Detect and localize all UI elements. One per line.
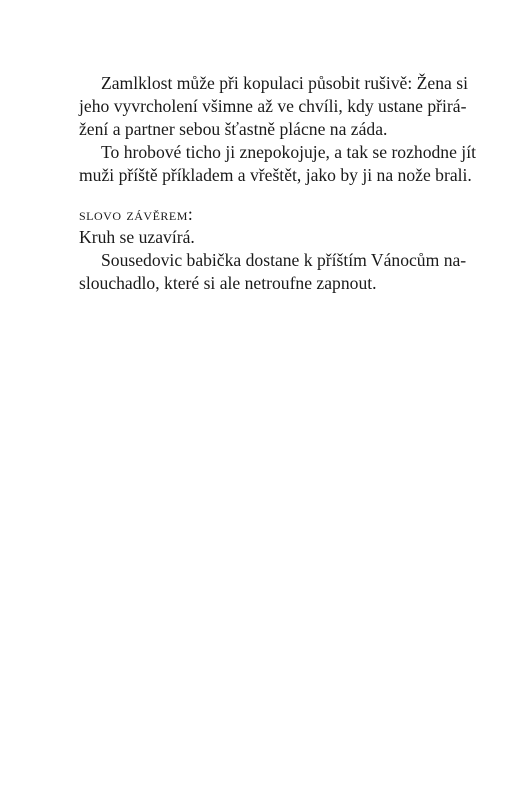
section-gap [79,187,447,203]
text-line: Kruh se uzavírá. [79,227,195,247]
paragraph-4 [79,249,467,295]
paragraph-1 [79,72,468,141]
text-line: To hrobové ticho ji znepokojuje, a tak se rozhodne jít [101,142,476,162]
paragraph-3 [79,226,447,249]
text-line: žení a partner sebou šťastně plácne na záda. [79,119,388,139]
paragraph-2 [79,141,476,187]
text-line: muži příště příkladem a vřeštět, jako by ji na nože brali. [79,165,472,185]
text-line: jeho vyvrcholení všimne až ve chvíli, kdy ustane přirá- [79,96,467,116]
section-heading: slovo závěrem: [79,204,194,224]
page-text [79,72,476,295]
text-line: slouchadlo, které si ale netroufne zapnout. [79,273,377,293]
text-line: Sousedovic babička dostane k příštím Vánocům na- [101,250,467,270]
text-line: Zamlklost může při kopulaci působit rušivě: Žena si [101,73,468,93]
